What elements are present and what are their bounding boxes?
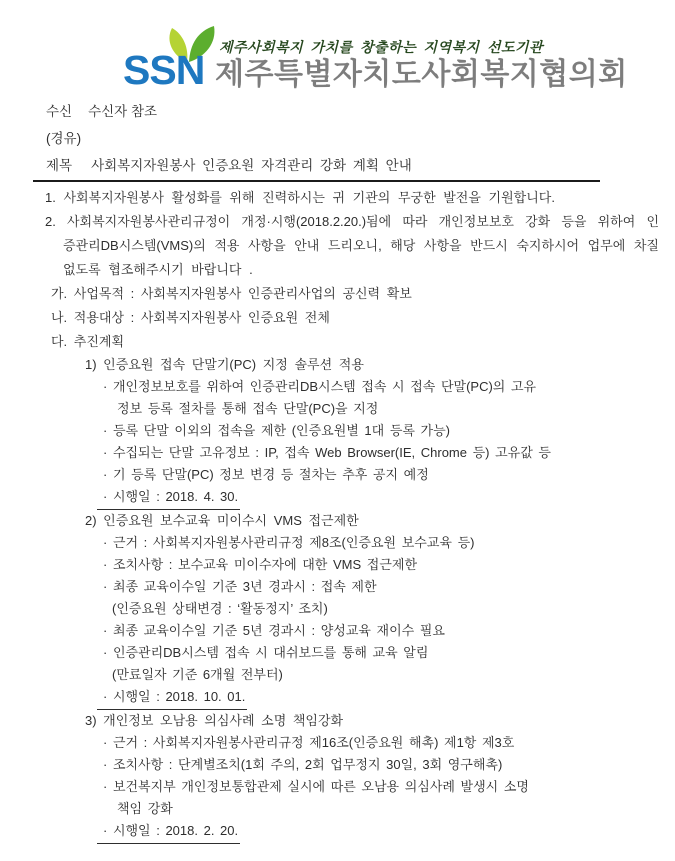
body-line: 3) 개인정보 오남용 의심사례 소명 책임강화 <box>85 713 344 728</box>
document-body <box>0 186 675 844</box>
body-line: · 최종 교육이수일 기준 5년 경과시 : 양성교육 재이수 필요 <box>103 623 445 638</box>
recipient-label: 수신 <box>46 104 73 119</box>
subject-divider <box>33 180 600 182</box>
effective-date-underlined: · 시행일 : 2018. 2. 20. <box>97 820 240 844</box>
org-name: 제주특별자치도사회복지협의회 <box>215 58 628 91</box>
subject-line <box>46 152 675 179</box>
body-line: · 보건복지부 개인정보통합관제 실시에 따른 오남용 의심사례 발생시 소명 <box>103 779 529 794</box>
body-line: (인증요원 상태변경 : ‘활동정지’ 조치) <box>112 601 328 616</box>
body-line: 2. 사회복지자원봉사관리규정이 개정·시행(2018.2.20.)됨에 따라 개인정보보호 강화 등을 위하여 인 <box>45 214 659 229</box>
body-line <box>103 486 675 510</box>
body-line: 정보 등록 절차를 통해 접속 단말(PC)을 지정 <box>117 401 379 416</box>
body-line: · 조치사항 : 보수교육 미이수자에 대한 VMS 접근제한 <box>103 557 417 572</box>
body-line: · 등록 단말 이외의 접속을 제한 (인증요원별 1대 등록 가능) <box>103 423 450 438</box>
logo-text: SSN <box>123 47 205 93</box>
subject-value: 사회복지자원봉사 인증요원 자격관리 강화 계획 안내 <box>91 158 412 173</box>
body-line: 1. 사회복지자원봉사 활성화를 위해 진력하시는 귀 기관의 무궁한 발전을 기원합니다. <box>45 190 555 205</box>
body-line: · 최종 교육이수일 기준 3년 경과시 : 접속 제한 <box>103 579 377 594</box>
body-line: · 개인정보보호를 위하여 인증관리DB시스템 접속 시 접속 단말(PC)의 고유 <box>103 379 537 394</box>
subject-label: 제목 <box>46 158 73 173</box>
body-line: 책임 강화 <box>117 801 173 816</box>
body-line: 2) 인증요원 보수교육 미이수시 VMS 접근제한 <box>85 513 359 528</box>
document-meta <box>0 98 675 179</box>
body-line: 1) 인증요원 접속 단말기(PC) 지정 솔루션 적용 <box>85 357 364 372</box>
recipient-value: 수신자 참조 <box>88 104 158 119</box>
body-line: · 근거 : 사회복지자원봉사관리규정 제8조(인증요원 보수교육 등) <box>103 535 475 550</box>
body-line: 없도록 협조해주시기 바랍니다 . <box>63 262 253 277</box>
body-line: 나. 적용대상 : 사회복지자원봉사 인증요원 전체 <box>51 310 330 325</box>
body-line: 다. 추진계획 <box>51 334 125 349</box>
via-line: (경유) <box>46 131 82 146</box>
body-line <box>103 686 675 710</box>
body-line: · 기 등록 단말(PC) 정보 변경 등 절차는 추후 공지 예정 <box>103 467 429 482</box>
body-line: 가. 사업목적 : 사회복지자원봉사 인증관리사업의 공신력 확보 <box>51 286 412 301</box>
body-line: · 근거 : 사회복지자원봉사관리규정 제16조(인증요원 해촉) 제1항 제3호 <box>103 735 515 750</box>
body-line: · 인증관리DB시스템 접속 시 대쉬보드를 통해 교육 알림 <box>103 645 429 660</box>
effective-date-underlined: · 시행일 : 2018. 4. 30. <box>97 486 240 510</box>
body-line: · 조치사항 : 단계별조치(1회 주의, 2회 업무정지 30일, 3회 영구해촉) <box>103 757 503 772</box>
recipient-line <box>46 98 675 125</box>
body-line: (만료일자 기준 6개월 전부터) <box>112 667 283 682</box>
body-line <box>103 820 675 844</box>
effective-date-underlined: · 시행일 : 2018. 10. 01. <box>97 686 247 710</box>
letterhead-slogan: 제주사회복지 가치를 창출하는 지역복지 선도기관 <box>219 39 544 55</box>
body-line: 증관리DB시스템(VMS)의 적용 사항을 안내 드리오니, 해당 사항을 반드시 숙지하시어 업무에 차질 <box>63 238 659 253</box>
body-line: · 수집되는 단말 고유정보 : IP, 접속 Web Browser(IE, Chrome 등) 고유값 등 <box>103 445 551 460</box>
